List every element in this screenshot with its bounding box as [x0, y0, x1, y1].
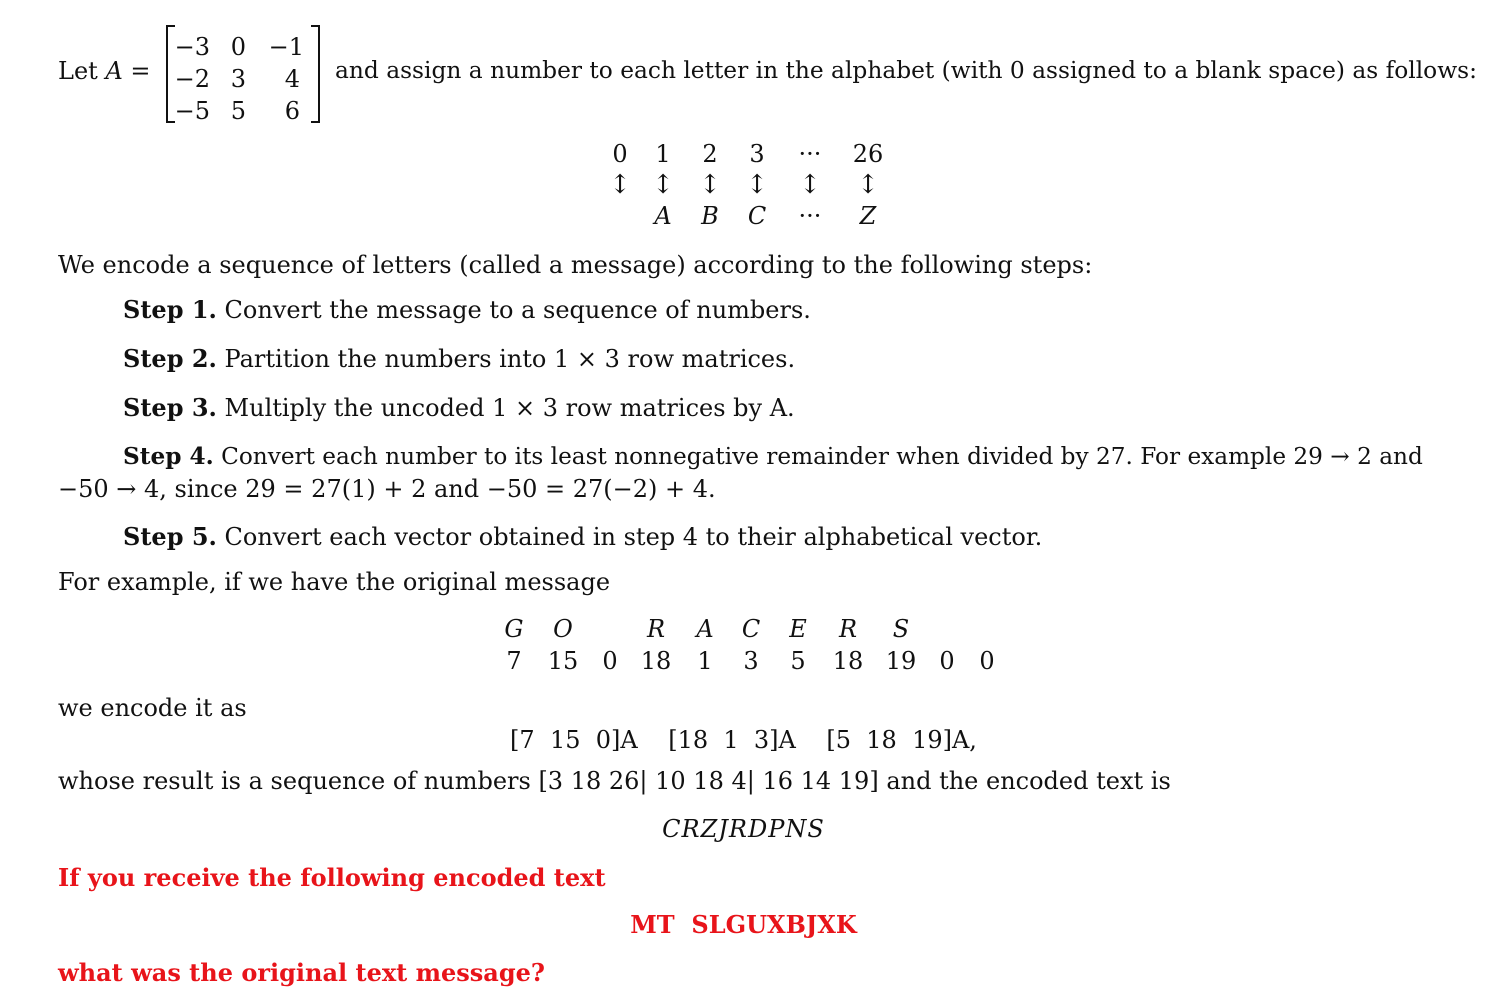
updown-arrow-icon: ↕	[799, 170, 821, 200]
alphabet-number: 0	[612, 140, 628, 168]
alphabet-number: 1	[655, 140, 671, 168]
matrix-cell: 3	[230, 65, 246, 93]
example-number: 18	[640, 647, 672, 675]
received-code: MT SLGUXBJXK	[630, 910, 857, 939]
alphabet-letter: C	[747, 202, 767, 230]
step-label: Step 4.	[123, 443, 214, 470]
let-word: Let	[58, 57, 98, 85]
example-letter: O	[553, 615, 573, 643]
alphabet-number: 2	[702, 140, 718, 168]
matrix-cell: 6	[284, 97, 300, 125]
example-number: 0	[602, 647, 618, 675]
matrix-right-bracket	[311, 25, 320, 123]
matrix-a	[166, 23, 320, 125]
alphabet-letter: ···	[798, 202, 822, 230]
matrix-cell: −5	[174, 97, 210, 125]
example-number: 0	[939, 647, 955, 675]
matrix-variable: A	[105, 57, 123, 85]
encode-intro: We encode a sequence of letters (called a message) according to the following steps:	[58, 251, 1093, 279]
alphabet-letter: A	[654, 202, 672, 230]
example-letter: C	[741, 615, 761, 643]
example-number: 5	[790, 647, 806, 675]
equals-sign: =	[130, 57, 151, 85]
matrix-cell: −2	[174, 65, 210, 93]
example-number: 7	[506, 647, 522, 675]
example-number: 15	[547, 647, 579, 675]
step-item	[123, 393, 795, 423]
alphabet-letter: Z	[859, 202, 877, 230]
step-text: Convert each vector obtained in step 4 to their alphabetical vector.	[224, 523, 1043, 551]
step-label: Step 3.	[123, 393, 217, 422]
question-prompt: If you receive the following encoded text	[58, 863, 606, 892]
alphabet-letter: B	[701, 202, 719, 230]
step-item	[123, 442, 1423, 472]
product-expression: [7 15 0]A [18 1 3]A [5 18 19]A,	[510, 726, 977, 754]
example-letter: A	[696, 615, 714, 643]
step-text: Partition the numbers into 1 × 3 row matrices.	[224, 345, 796, 373]
intro-let	[58, 56, 151, 86]
example-letter: S	[892, 615, 910, 643]
step-item	[123, 344, 795, 374]
matrix-cell: 5	[230, 97, 246, 125]
updown-arrow-icon: ↕	[609, 170, 631, 200]
example-number: 0	[979, 647, 995, 675]
example-number: 3	[743, 647, 759, 675]
matrix-cell: 4	[284, 65, 300, 93]
step-text-continued: −50 → 4, since 29 = 27(1) + 2 and −50 = 27(−2) + 4.	[58, 475, 716, 503]
example-number: 19	[885, 647, 917, 675]
alphabet-number: 26	[852, 140, 884, 168]
example-letter: R	[646, 615, 666, 643]
step-text: Convert each number to its least nonnegative remainder when divided by 27. For example 29 → 2 and	[221, 443, 1423, 470]
result-text: whose result is a sequence of numbers [3 18 26| 10 18 4| 16 14 19] and the encoded text is	[58, 767, 1171, 795]
matrix-cell: −3	[174, 33, 210, 61]
matrix-cell: −1	[268, 33, 304, 61]
alphabet-number: ···	[798, 140, 822, 168]
encoded-example: CRZJRDPNS	[662, 815, 825, 843]
alphabet-number: 3	[749, 140, 765, 168]
question-ask: what was the original text message?	[58, 958, 545, 987]
example-letter: G	[504, 615, 524, 643]
step-item	[123, 295, 811, 325]
step-item	[123, 522, 1042, 552]
example-number: 18	[832, 647, 864, 675]
intro-after-matrix: and assign a number to each letter in the alphabet (with 0 assigned to a blank space) as follows:	[335, 57, 1477, 84]
step-label: Step 5.	[123, 522, 217, 551]
example-number: 1	[697, 647, 713, 675]
encode-as-text: we encode it as	[58, 694, 247, 722]
updown-arrow-icon: ↕	[857, 170, 879, 200]
updown-arrow-icon: ↕	[699, 170, 721, 200]
updown-arrow-icon: ↕	[746, 170, 768, 200]
matrix-cell: 0	[230, 33, 246, 61]
updown-arrow-icon: ↕	[652, 170, 674, 200]
example-letter: R	[838, 615, 858, 643]
step-label: Step 1.	[123, 295, 217, 324]
example-intro: For example, if we have the original message	[58, 568, 611, 596]
example-letter: E	[789, 615, 807, 643]
step-text: Convert the message to a sequence of numbers.	[224, 296, 811, 324]
step-text: Multiply the uncoded 1 × 3 row matrices by A.	[224, 394, 795, 422]
step-label: Step 2.	[123, 344, 217, 373]
